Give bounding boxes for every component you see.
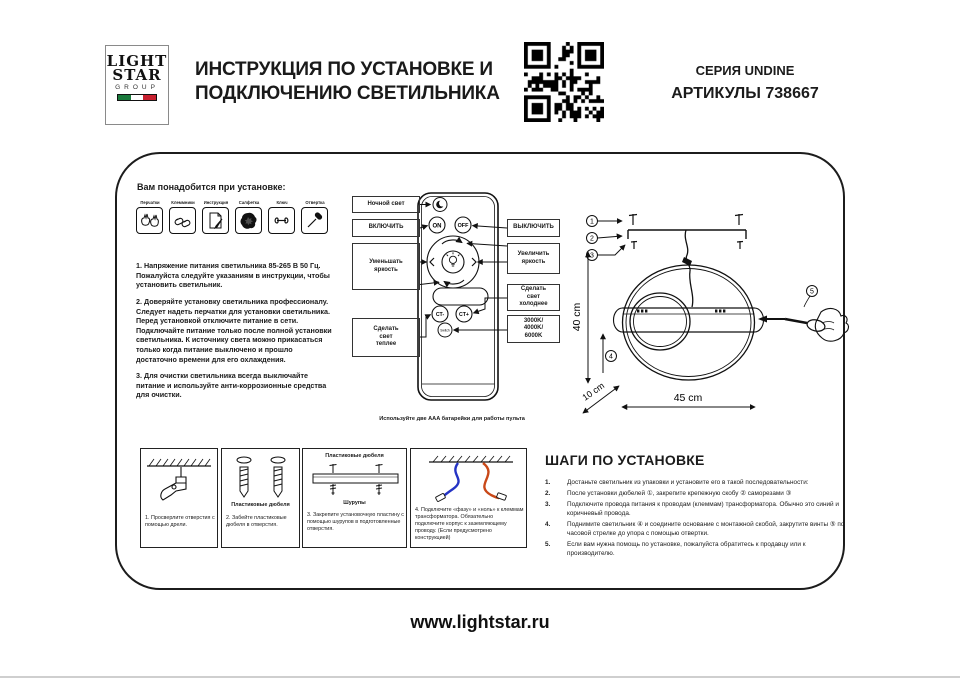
wire-terminal-icon — [435, 493, 445, 502]
svg-text:3: 3 — [590, 252, 594, 260]
wiring-drawing — [411, 453, 526, 505]
svg-text:2: 2 — [590, 235, 594, 243]
lightstar-logo — [105, 45, 169, 125]
svg-text:ON: ON — [432, 223, 442, 230]
neutral-wire — [442, 463, 459, 497]
flag-red-stripe — [143, 95, 156, 100]
marker-1 — [587, 216, 623, 227]
panel-label: Пластиковые дюбеля — [231, 502, 290, 508]
logo-word-group: GROUP — [115, 84, 159, 91]
svg-text:4: 4 — [609, 353, 613, 361]
install-step — [545, 540, 845, 558]
dowel-icon — [271, 457, 285, 497]
callout-make-colder — [507, 284, 560, 311]
dowel-icon — [237, 457, 251, 497]
dimension-depth — [580, 380, 619, 413]
panel-step3-plate — [302, 448, 407, 548]
callout-night-light — [352, 196, 420, 213]
page-title-line2: ПОДКЛЮЧЕНИЮ СВЕТИЛЬНИКА — [195, 83, 500, 104]
logo-word-star: STAR — [112, 66, 162, 84]
remote-battery-note: Используйте две AAA батарейки для работы пульта — [379, 416, 525, 422]
panel-caption: 2. Забейте пластиковые дюбеля в отверстия. — [226, 515, 287, 528]
callout-turn-on — [352, 219, 420, 237]
off-button — [455, 217, 471, 233]
svg-text:Switch: Switch — [440, 328, 450, 333]
flag-white-stripe — [131, 95, 144, 100]
panel-caption: 4. Подключите «фазу» и «ноль» к клеммам трансформатора. Обязательно подключите корпус к заземляющему проводу. (Если предусмотрено конструкцией) — [415, 507, 524, 541]
callout-text: 3000K/ 4000K/ 6000K — [523, 317, 544, 339]
ccw-arc-arrow-icon — [444, 280, 464, 284]
marker-5 — [804, 286, 818, 308]
callout-increase-brightness — [507, 243, 560, 274]
panel-step1-drill — [140, 448, 218, 548]
step-number: 4. — [545, 521, 551, 528]
fixture-rings — [623, 265, 755, 380]
tool-label: Перчатки — [140, 200, 160, 205]
step-text: Подключите провода питания к проводам (клеммам) трансформатора. Обычно это синий и коричневый провода. — [567, 501, 839, 517]
callout-make-warmer — [352, 318, 420, 357]
dim-arrow-icon — [430, 258, 434, 266]
warning-paragraph-1: 1. Напряжение питания светильника 85-265 В 50 Гц. Пожалуйста следуйте указаниям в инструкции, чтобы установить светильник. — [136, 261, 330, 290]
tool-label: Салфетка — [238, 200, 260, 205]
led-marks — [637, 310, 725, 313]
brighten-arrow-icon — [472, 258, 476, 266]
svg-text:10 cm: 10 cm — [580, 380, 607, 403]
svg-text:1: 1 — [590, 218, 594, 226]
callout-text: ВЫКЛЮЧИТЬ — [513, 224, 554, 231]
callout-decrease-brightness — [352, 243, 420, 290]
tool-napkin — [235, 200, 263, 234]
step-text: Достаньте светильник из упаковки и установите его в такой последовательности: — [567, 479, 809, 486]
marker-4 — [603, 334, 617, 373]
marker-3 — [587, 245, 626, 261]
dimension-width — [622, 392, 755, 407]
tool-label: Инструкция — [203, 200, 229, 205]
tool-label: Клеммники — [171, 200, 195, 205]
dimension-height — [571, 252, 588, 383]
dowels-drawing — [222, 453, 299, 503]
step-text: После установки дюбелей ①, закрепите крепежную скобу ② саморезами ③ — [567, 490, 792, 497]
install-steps-heading: ШАГИ ПО УСТАНОВКЕ — [545, 452, 705, 468]
svg-text:CT+: CT+ — [459, 312, 469, 319]
on-button — [429, 217, 445, 233]
step-number: 1. — [545, 479, 551, 486]
flag-green-stripe — [118, 95, 131, 100]
wire-terminal-icon — [496, 493, 506, 501]
napkin-icon — [235, 207, 262, 234]
tool-label: Ключ — [276, 200, 288, 205]
svg-text:OFF: OFF — [457, 223, 469, 230]
panel-step2-dowels — [221, 448, 300, 548]
step-text: Если вам нужна помощь по установке, пожалуйста обратитесь к продавцу или к производителю. — [567, 541, 806, 557]
callout-text: Ночной свет — [367, 200, 405, 207]
ceiling-hatch-icon — [149, 459, 210, 466]
warning-paragraph-3: 3. Для очистки светильника всегда выключайте питание и используйте анти-коррозионные средства для очистки. — [136, 371, 327, 400]
callout-text: ВКЛЮЧИТЬ — [368, 224, 404, 231]
panel-caption: 1. Просверлите отверстия с помощью дрели. — [145, 515, 215, 528]
svg-text:40 cm: 40 cm — [571, 302, 583, 332]
page-title — [195, 58, 525, 106]
tool-manual — [202, 200, 230, 234]
tool-wrench — [268, 200, 296, 234]
panel-label: Пластиковые дюбеля — [325, 453, 384, 459]
callout-turn-off — [507, 219, 560, 237]
manual-icon — [202, 207, 229, 234]
step-text: Поднимите светильник ④ и соедините основание с монтажной скобой, закрутите винты ⑤ по часовой стрелке до упора с помощью отвертки. — [567, 521, 845, 537]
ceiling-hatch-icon — [433, 456, 510, 462]
panel-caption: 3. Закрепите установочную пластину с помощью шурупов в подготовленные отверстия. — [307, 512, 404, 532]
website-url: www.lightstar.ru — [410, 612, 550, 632]
tool-terminals — [169, 200, 197, 234]
series-label: СЕРИЯ UNDINE — [695, 63, 795, 78]
switch-button — [438, 323, 452, 337]
drill-drawing — [141, 453, 217, 511]
drill-icon — [161, 467, 186, 500]
panel-label: Шурупы — [343, 500, 366, 506]
tool-gloves — [136, 200, 164, 234]
phase-wire — [483, 463, 499, 498]
screwdriver-icon — [301, 207, 328, 234]
install-step — [545, 520, 845, 538]
warning-paragraph-2: 2. Доверяйте установку светильника профессионалу. Следует надеть перчатки для установки светильника. Перед установкой отключите питание в сети. Подключайте питание только после полной установки светильника. К источнику света можно прикасаться только когда питание выключено и прошло достаточно времени для его охлаждения. — [136, 297, 332, 364]
step-number: 2. — [545, 490, 551, 497]
ct-plus-button — [456, 306, 472, 322]
wire-terminals-icon — [169, 207, 196, 234]
step-number: 3. — [545, 501, 551, 508]
page-title-line1: ИНСТРУКЦИЯ ПО УСТАНОВКЕ И — [195, 59, 493, 80]
svg-text:45 cm: 45 cm — [673, 392, 703, 404]
screwdriver-hand — [758, 309, 848, 342]
screw-icon — [330, 484, 382, 495]
tools-row — [136, 200, 330, 234]
cw-arc-arrow-icon — [442, 240, 462, 244]
install-step — [545, 500, 845, 518]
tools-heading: Вам понадобится при установке: — [137, 182, 286, 192]
italian-flag-icon — [117, 94, 157, 101]
panel-step4-wiring — [410, 448, 527, 548]
gloves-icon — [136, 207, 163, 234]
bulb-icon — [447, 252, 460, 266]
step-number: 5. — [545, 541, 551, 548]
scene-pill-button — [433, 288, 488, 305]
svg-text:CT-: CT- — [435, 312, 445, 319]
crescent-moon-icon — [439, 200, 445, 206]
hand-icon — [815, 309, 848, 342]
marker-2 — [587, 233, 623, 244]
callout-text: Сделать свет теплее — [373, 326, 399, 348]
wrench-icon — [268, 207, 295, 234]
ct-minus-button — [432, 306, 448, 322]
svg-text:5: 5 — [810, 288, 814, 296]
plate-drawing — [303, 462, 406, 498]
night-light-button — [433, 198, 447, 212]
callout-color-temperatures — [507, 315, 560, 343]
callout-text: Уменьшать яркость — [369, 259, 403, 273]
side-arrow-icon — [758, 316, 767, 323]
install-step — [545, 478, 845, 487]
install-step — [545, 489, 845, 498]
tool-screwdriver — [301, 200, 329, 234]
install-steps-list — [545, 478, 845, 560]
fixture-installation-diagram — [570, 195, 855, 435]
callout-text: Увеличить яркость — [517, 251, 550, 265]
qr-code — [524, 42, 604, 122]
logo-word-light: LIGHT — [106, 52, 168, 70]
callout-text: Сделать свет холоднее — [519, 286, 548, 308]
article-number: АРТИКУЛЫ 738667 — [671, 85, 819, 102]
tool-label: Отвертка — [305, 200, 325, 205]
